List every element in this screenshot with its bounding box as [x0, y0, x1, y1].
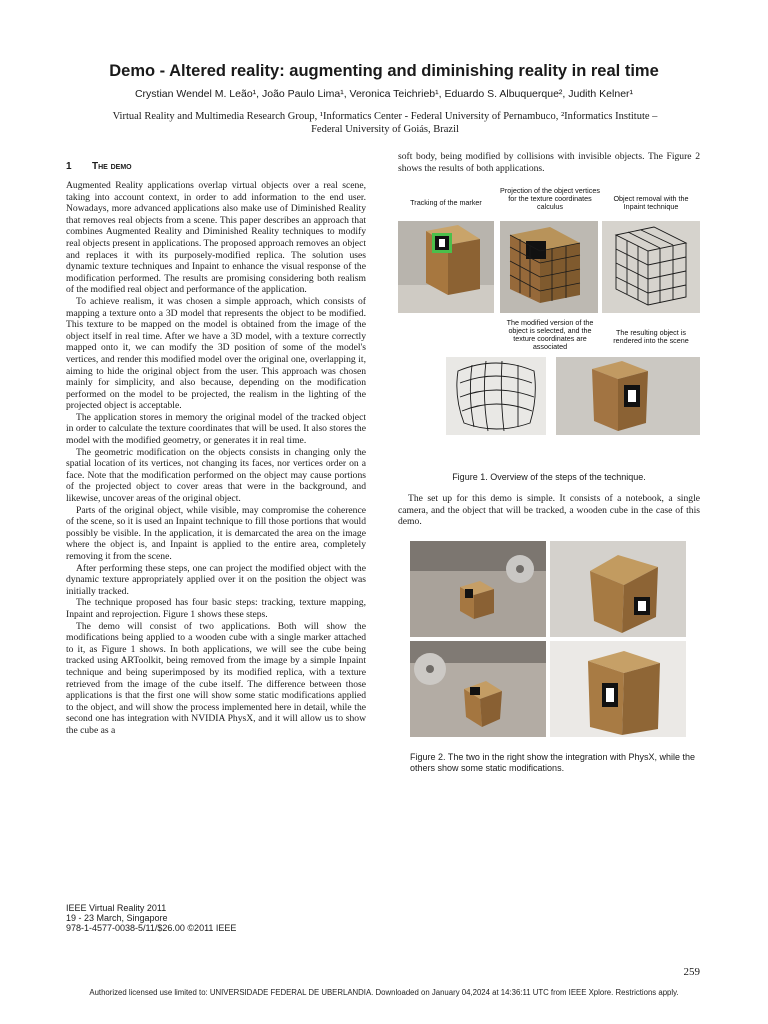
left-column: [66, 180, 366, 737]
affiliation-line-2: Federal University of Goiás, Brazil: [311, 124, 459, 135]
figure-1-label-result: The resulting object is rendered into the scene: [613, 328, 689, 345]
section-heading: [66, 161, 132, 172]
paragraph: After performing these steps, one can project the modified object with the dynamic texture appropriately applied over it on the position the object was initially tracked.: [66, 562, 366, 597]
figure-1: [396, 185, 702, 435]
figure-2-photo-1: [410, 541, 546, 637]
figure-1-photo-tracking: [398, 221, 494, 313]
figure-2: [410, 541, 686, 737]
figure-1-caption: Figure 1. Overview of the steps of the technique.: [452, 472, 646, 482]
conference-footnote: [66, 903, 236, 933]
footnote-line-1: IEEE Virtual Reality 2011: [66, 903, 167, 913]
paragraph: The set up for this demo is simple. It consists of a notebook, a single camera, and the object that will be tracked, a wooden cube in the case of this demo.: [398, 493, 700, 528]
affiliation-line-1: Virtual Reality and Multimedia Research Group, ¹Informatics Center - Federal University of Pernambuco, ²Informatics Institute –: [112, 111, 658, 122]
footnote-line-2: 19 - 23 March, Singapore: [66, 913, 168, 923]
paragraph: Parts of the original object, while visible, may compromise the coherence of the scene, so it is used an Inpaint technique to fill those portions that would possibly be visible. In the application, it is demarcated the area on the image where the object is, and Inpaint is applied to the entire area, completely removing it from the scene.: [66, 504, 366, 562]
figure-2-photos: [410, 541, 686, 737]
paragraph: The geometric modification on the objects consists in changing only the spatial location of its vertices, not changing its faces, nor vertices order on a face. Note that the modification performed on the object may cause portions of the projected object to cover areas that were in the background, and likewise, uncover areas of the original object.: [66, 446, 366, 505]
page-number: 259: [683, 966, 700, 978]
figure-2-photo-2: [550, 541, 686, 637]
figure-2-photo-4: [550, 641, 686, 737]
figure-1-photos: [396, 185, 702, 435]
paper-title: Demo - Altered reality: augmenting and diminishing reality in real time: [109, 62, 659, 80]
figure-1-label-modified: The modified version of the object is selected, and the texture coordinates are associated: [506, 318, 594, 351]
figure-1-label-removal: Object removal with the Inpaint technique: [613, 194, 689, 211]
paragraph: The demo will consist of two applications. Both will show the modifications being applied to a wooden cube with a single marker attached to it, as Figure 1 shows. In both applications, we will see the cube being tracked using ARToolkit, being removed from the image by a simple Inpaint technique and being superimposed by its modified replica, with a texture retrieved from the image of the cube itself. The difference between those applications is that the first one will show some static modifications applied to the object, and will show the process implemented here in detail, while the second one has integration with NVIDIA PhysX, and it will allow us to show the cube as a: [66, 620, 366, 736]
paragraph: The technique proposed has four basic steps: tracking, texture mapping, Inpaint and reprojection. Figure 1 shows these steps.: [66, 597, 366, 620]
figure-1-photo-inpaint: [602, 221, 700, 313]
figure-2-caption: Figure 2. The two in the right show the integration with PhysX, while the others show some static modifications.: [410, 752, 695, 773]
footnote-line-3: 978-1-4577-0038-5/11/$26.00 ©2011 IEEE: [66, 923, 237, 933]
figure-1-photo-modified-mesh: [446, 357, 546, 435]
figure-1-photo-projection: [500, 221, 598, 313]
author-list: Crystian Wendel M. Leão¹, João Paulo Lima¹, Veronica Teichrieb¹, Eduardo S. Albuquerque², Judith Kelner¹: [134, 88, 634, 100]
paragraph: To achieve realism, it was chosen a simple approach, which consists of mapping a texture onto a 3D model that represents the object to be modified. This texture to be mapped on the model is obtained from the image of the object itself in real time. After we have a 3D model, with a texture correctly mapped onto it, we can modify the 3D position of some of the model's vertices, and render this modified model over the original one, overlapping it, aiming to hide the original object from the user. This approach was chosen mainly for simplicity, and also because, depending on the modification performed on the model to be projected, the realism in the lighting of the projected object is acceptable.: [66, 295, 366, 412]
affiliations: [90, 110, 680, 136]
section-number: 1: [66, 161, 72, 172]
figure-2-photo-3: [410, 641, 546, 737]
paragraph: soft body, being modified by collisions with invisible objects. The Figure 2 shows the results of both applications.: [398, 151, 700, 174]
paragraph: The application stores in memory the original model of the tracked object in order to calculate the texture coordinates that will be used. It also stores the model with the modified geometry, or generates it in real time.: [66, 411, 366, 447]
right-column-middle: [398, 493, 700, 528]
paragraph: Augmented Reality applications overlap virtual objects over a real scene, taking into account context, in order to add information to the end user. Nowadays, more advanced applications also make use of Diminished Reality that removes real objects from a scene. This paper describes an approach that combines Augmented Reality and Diminished Reality techniques to modify real objects present in applications. The proposed approach removes an object and replaces it with its purposely-modified replica. The solution uses dynamic texture techniques and Inpaint to enhance the visual response of the modification performed. The results are promising considering both realism of the modified real object and performance of the application.: [66, 180, 366, 296]
section-title: The demo: [92, 161, 132, 172]
figure-1-label-projection: Projection of the object vertices for the texture coordinates calculus: [500, 186, 600, 211]
right-column-top: [398, 151, 700, 174]
figure-1-label-tracking: Tracking of the marker: [410, 198, 482, 207]
figure-1-photo-result: [556, 357, 700, 435]
license-notice: Authorized licensed use limited to: UNIVERSIDADE FEDERAL DE UBERLANDIA. Downloaded on January 04,2024 at 14:36:11 UTC from IEEE Xplore. Restrictions apply.: [89, 988, 679, 997]
